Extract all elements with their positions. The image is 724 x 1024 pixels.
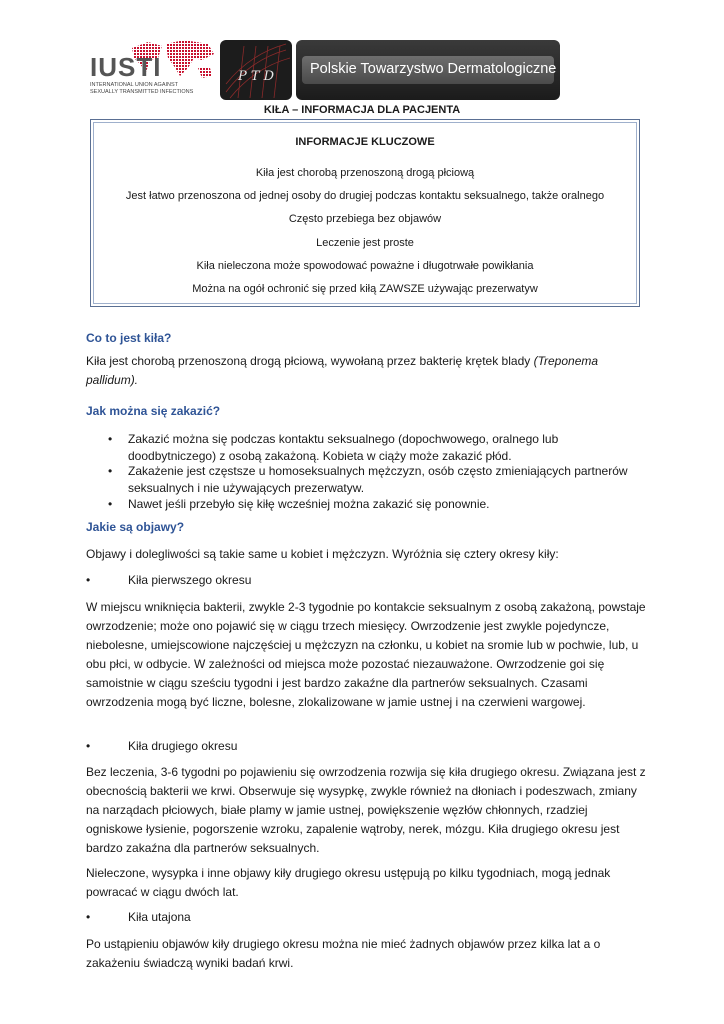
- list-item: • Zakażenie jest częstsze u homoseksualnych mężczyzn, osób często zmieniających partnerów seksualnych i nie używających prezerwatyw.: [108, 464, 628, 495]
- section-text-what: Kiła jest chorobą przenoszoną drogą płciową, wywołaną przez bakterię krętek blady (Treponema pallidum).: [86, 354, 599, 387]
- iusti-logo: [88, 38, 218, 98]
- list-item: • Zakazić można się podczas kontaktu seksualnego (dopochwowego, oralnego lub doodbytniczego) z osobą zakażoną. Kobieta w ciąży może zakazić płód.: [108, 432, 559, 463]
- key-info-line: Można na ogół ochronić się przed kiłą ZAWSZE używając prezerwatyw: [192, 283, 538, 295]
- document-title: KIŁA – INFORMACJA DLA PACJENTA: [263, 104, 461, 116]
- symptoms-intro: Objawy i dolegliwości są takie same u kobiet i mężczyzn. Wyróżnia się cztery okresy kiły:: [86, 547, 559, 561]
- bullet-icon: •: [86, 739, 91, 753]
- document-page: IUSTI INTERNATIONAL UNION AGAINST SEXUALLY TRANSMITTED INFECTIONS P T D Polskie Towarzystwo Dermatologiczne KIŁA – INFORMACJA DLA PACJENTA INFORMACJE KLUCZOWE Kiła jest chorobą przenoszoną drogą płciową Jest łatwo przenoszona od jednej osoby do drugiej podczas kontaktu seksualnego, także oralnego Często przebiega bez objawów Leczenie jest proste Kiła nieleczona może spowodować poważne i długotrwałe powikłania Można na ogół ochronić się przed kiłą ZAWSZE używając prezerwatyw Co to jest kiła? Kiła jest chorobą przenoszoną drogą płciową, wywołaną przez bakterię krętek blady (Treponema pallidum). Jak można się zakazić? • Zakazić można się podczas kontaktu seksualnego (dopochwowego, oralnego lub doodbytniczego) z osobą zakażoną. Kobieta w ciąży może zakazić płód. • Zakażenie jest częstsze u homoseksualnych mężczyzn, osób często zmieniających partnerów seksualnych i nie używających prezerwatyw. • Nawet jeśli przebyło się kiłę wcześniej można zakazić się ponownie. Jakie są objawy? Objawy i dolegliwości są takie same u kobiet i mężczyzn. Wyróżnia się cztery okresy kiły: • Kiła pierwszego okresu W miejscu wniknięcia bakterii, zwykle 2-3 tygodnie po kontakcie seksualnym z osobą zakażoną, powstaje owrzodzenie; może ono pojawić się w ciągu trzech miesięcy. Owrzodzenie jest zwykle pojedyncze, niebolesne, umiejscowione najczęściej u mężczyzn na członku, u kobiet na sromie lub w pochwie, lub, u obu płci, w odbycie. W zależności od miejsca może pozostać niezauważone. Owrzodzenie goi się samoistnie w ciągu sześciu tygodni i jest bardzo zakaźne dla partnerów seksualnych. Czasami owrzodzenia mogą być liczne, bolesne, zlokalizowane w jamie ustnej i na czerwieni wargowej. • Kiła drugiego okresu Bez leczenia, 3-6 tygodni po pojawieniu się owrzodzenia rozwija się kiła drugiego okresu. Związana jest z obecnością bakterii we krwi. Obserwuje się wysypkę, zwykle również na dłoniach i podeszwach, zmiany na narządach płciowych, białe plamy w jamie ustnej, powiększenie węzłów chłonnych, rzadziej ogniskowe łysienie, pogorszenie wzroku, zapalenie wątroby, nerek, mózgu. Kiła drugiego okresu jest bardzo zakaźna dla partnerów seksualnych. Nieleczone, wysypka i inne objawy kiły drugiego okresu ustępują po kilku tygodniach, mogą jednak powracać w ciągu dwóch lat. • Kiła utajona Po ustąpieniu objawów kiły drugiego okresu można nie mieć żadnych objawów przez kilka lat a o zakażeniu świadczą wyniki badań krwi.: [0, 0, 724, 1024]
- key-info-line: Często przebiega bez objawów: [288, 213, 442, 225]
- ptd-banner: [296, 40, 560, 100]
- bullet-icon: •: [108, 497, 113, 511]
- stage-text-2b: Nieleczone, wysypka i inne objawy kiły drugiego okresu ustępują po kilku tygodniach, mogą jednak powracać w ciągu dwóch lat.: [86, 866, 611, 899]
- ptd-logo-mark: [220, 40, 292, 100]
- bullet-icon: •: [108, 464, 113, 478]
- ptd-banner-inner: [302, 56, 557, 84]
- key-info-line: Jest łatwo przenoszona od jednej osoby do drugiej podczas kontaktu seksualnego, także oralnego: [125, 190, 605, 202]
- bullet-icon: •: [86, 573, 91, 587]
- ptd-mark-text: P T D: [237, 69, 275, 84]
- stage-text-1: W miejscu wniknięcia bakterii, zwykle 2-3 tygodnie po kontakcie seksualnym z osobą zakażoną, powstaje owrzodzenie; może ono pojawić się w ciągu trzech miesięcy. Owrzodzenie jest zwykle pojedyncze, niebolesne, umiejscowione najczęściej u mężczyzn na członku, u kobiet na sromie lub w pochwie, lub, u obu płci, w odbycie. W zależności od miejsca może pozostać niezauważone. Owrzodzenie goi się samoistnie w ciągu sześciu tygodni i jest bardzo zakaźne dla partnerów seksualnych. Czasami owrzodzenia mogą być liczne, bolesne, zlokalizowane w jamie ustnej i na czerwieni wargowej.: [86, 600, 646, 709]
- stage-text-2: Bez leczenia, 3-6 tygodni po pojawieniu się owrzodzenia rozwija się kiła drugiego okresu. Związana jest z obecnością bakterii we krwi. Obserwuje się wysypkę, zwykle również na dłoniach i podeszwach, zmiany na narządach płciowych, białe plamy w jamie ustnej, powiększenie węzłów chłonnych, rzadziej ogniskowe łysienie, pogorszenie wzroku, zapalenie wątroby, nerek, mózgu. Kiła drugiego okresu jest bardzo zakaźna dla partnerów seksualnych.: [86, 765, 646, 855]
- key-info-line: Leczenie jest proste: [316, 237, 414, 249]
- section-heading-how: Jak można się zakazić?: [86, 404, 221, 418]
- stage-text-3: Po ustąpieniu objawów kiły drugiego okresu można nie mieć żadnych objawów przez kilka lat a o zakażeniu świadczą wyniki badań krwi.: [86, 937, 601, 970]
- key-info-line: Kiła nieleczona może spowodować poważne i długotrwałe powikłania: [196, 260, 534, 272]
- key-info-line: Kiła jest chorobą przenoszoną drogą płciową: [255, 167, 475, 179]
- iusti-subtitle: INTERNATIONAL UNION AGAINST SEXUALLY TRANSMITTED INFECTIONS: [90, 82, 194, 95]
- section-heading-symptoms: Jakie są objawy?: [86, 520, 185, 534]
- iusti-wordmark: IUSTI: [90, 52, 162, 82]
- ptd-grid-icon: [220, 40, 292, 100]
- bullet-icon: •: [108, 432, 113, 446]
- key-info-title: INFORMACJE KLUCZOWE: [295, 136, 435, 148]
- ptd-organization-name: Polskie Towarzystwo Dermatologiczne: [310, 61, 557, 77]
- section-heading-what: Co to jest kiła?: [86, 331, 172, 345]
- key-info-box: [90, 119, 640, 307]
- bullet-icon: •: [86, 910, 91, 924]
- list-item: • Nawet jeśli przebyło się kiłę wcześniej można zakazić się ponownie.: [108, 497, 490, 511]
